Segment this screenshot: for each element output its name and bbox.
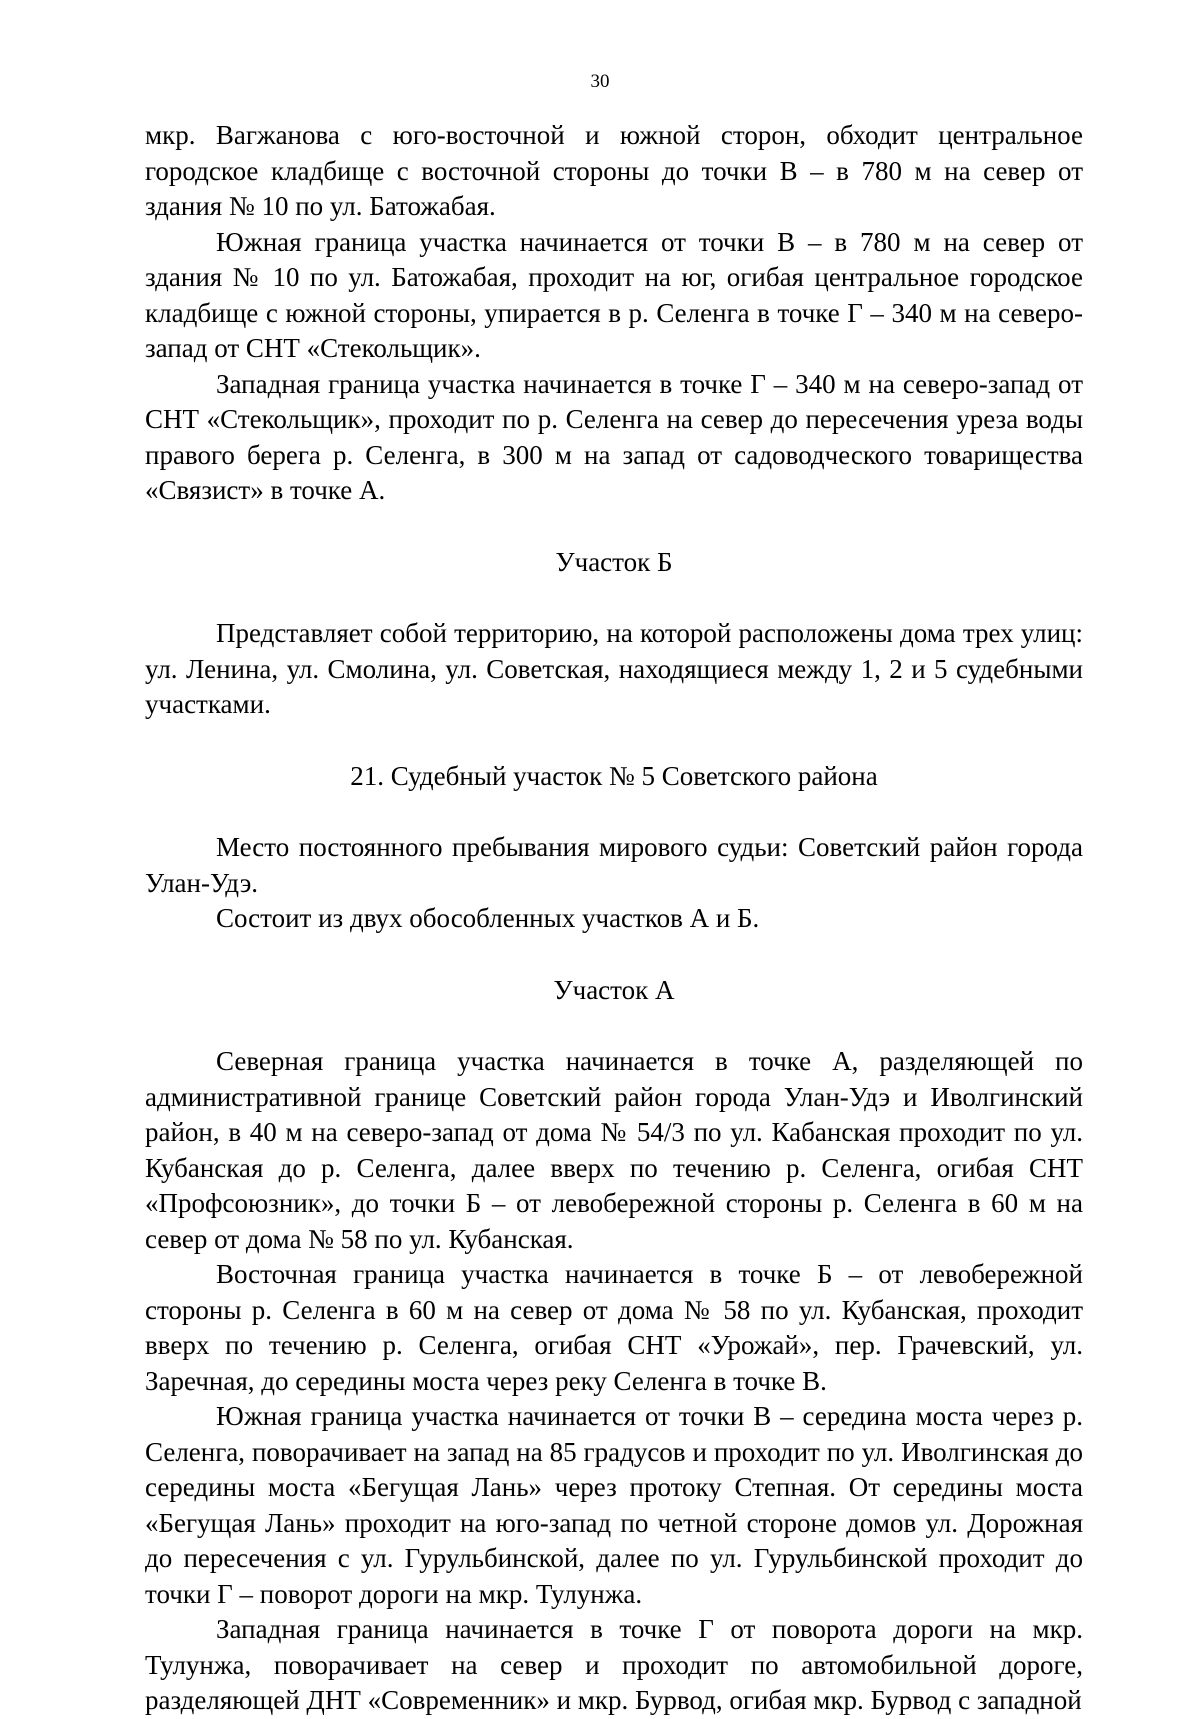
paragraph-composition: Состоит из двух обособленных участков А и Б. [216, 903, 760, 933]
section-heading-plot-b: Участок Б [555, 546, 673, 577]
spacer [145, 1008, 1083, 1044]
spacer [145, 794, 1083, 830]
spacer [145, 937, 1083, 973]
paragraph-south-boundary: Южная граница участка начинается от точки В – середина моста через р. Селенга, поворачивает на запад на 85 градусов и проходит по ул. Иволгинская до середины моста «Бегущая Лань» через протоку Степная. От середины моста «Бегущая Лань» проходит на юго-запад по четной стороне домов ул. Дорожная до пересечения с ул. Гурульбинской, далее по ул. Гурульбинской проходит до точки Г – поворот дороги на мкр. Тулунжа. [145, 1401, 1083, 1609]
paragraph-east-boundary: Восточная граница участка начинается в точке Б – от левобережной стороны р. Селенга в 60 м на север от дома № 58 по ул. Кубанская, проходит вверх по течению р. Селенга, огибая СНТ «Урожай», пер. Грачевский, ул. Заречная, до середины моста через реку Селенга в точке В. [145, 1259, 1083, 1396]
spacer [145, 580, 1083, 616]
document-body [145, 118, 1083, 1719]
spacer [145, 723, 1083, 759]
section-heading-court-5: 21. Судебный участок № 5 Советского района [350, 760, 878, 791]
paragraph-south-boundary-b: Южная граница участка начинается от точки В – в 780 м на север от здания № 10 по ул. Батожабая, проходит на юг, огибая центральное городское кладбище с южной стороны, упирается в р. Селенга в точке Г – 340 м на северо-запад от СНТ «Стекольщик». [145, 226, 1083, 363]
paragraph-north-boundary: Северная граница участка начинается в точке А, разделяющей по административной границе Советский район города Улан-Удэ и Иволгинский район, в 40 м на северо-запад от дома № 54/3 по ул. Кабанская проходит по ул. Кубанская до р. Селенга, далее вверх по течению р. Селенга, огибая СНТ «Профсоюзник», до точки Б – от левобережной стороны р. Селенга в 60 м на север от дома № 58 по ул. Кубанская. [145, 1046, 1083, 1254]
page-number: 30 [590, 71, 610, 92]
paragraph-west-boundary-b: Западная граница участка начинается в точке Г – 340 м на северо-запад от СНТ «Стекольщик», проходит по р. Селенга на север до пересечения уреза воды правого берега р. Селенга, в 300 м на запад от садоводческого товарищества «Связист» в точке А. [145, 368, 1083, 505]
section-heading-plot-a: Участок А [553, 974, 675, 1005]
paragraph-continuation: мкр. Вагжанова с юго-восточной и южной сторон, обходит центральное городское кладбище с восточной стороны до точки В – в 780 м на север от здания № 10 по ул. Батожабая. [145, 120, 1083, 221]
paragraph-judge-location: Место постоянного пребывания мирового судьи: Советский район города Улан-Удэ. [145, 832, 1083, 898]
paragraph-west-boundary: Западная граница начинается в точке Г от поворота дороги на мкр. Тулунжа, поворачивает на север и проходит по автомобильной дороге, разделяющей ДНТ «Современник» и мкр. Бурвод, огибая мкр. Бурвод с западной [145, 1614, 1083, 1715]
paragraph-plot-b-description: Представляет собой территорию, на которой расположены дома трех улиц: ул. Ленина, ул. Смолина, ул. Советская, находящиеся между 1, 2 и 5 судебными участками. [145, 618, 1083, 719]
spacer [145, 509, 1083, 545]
